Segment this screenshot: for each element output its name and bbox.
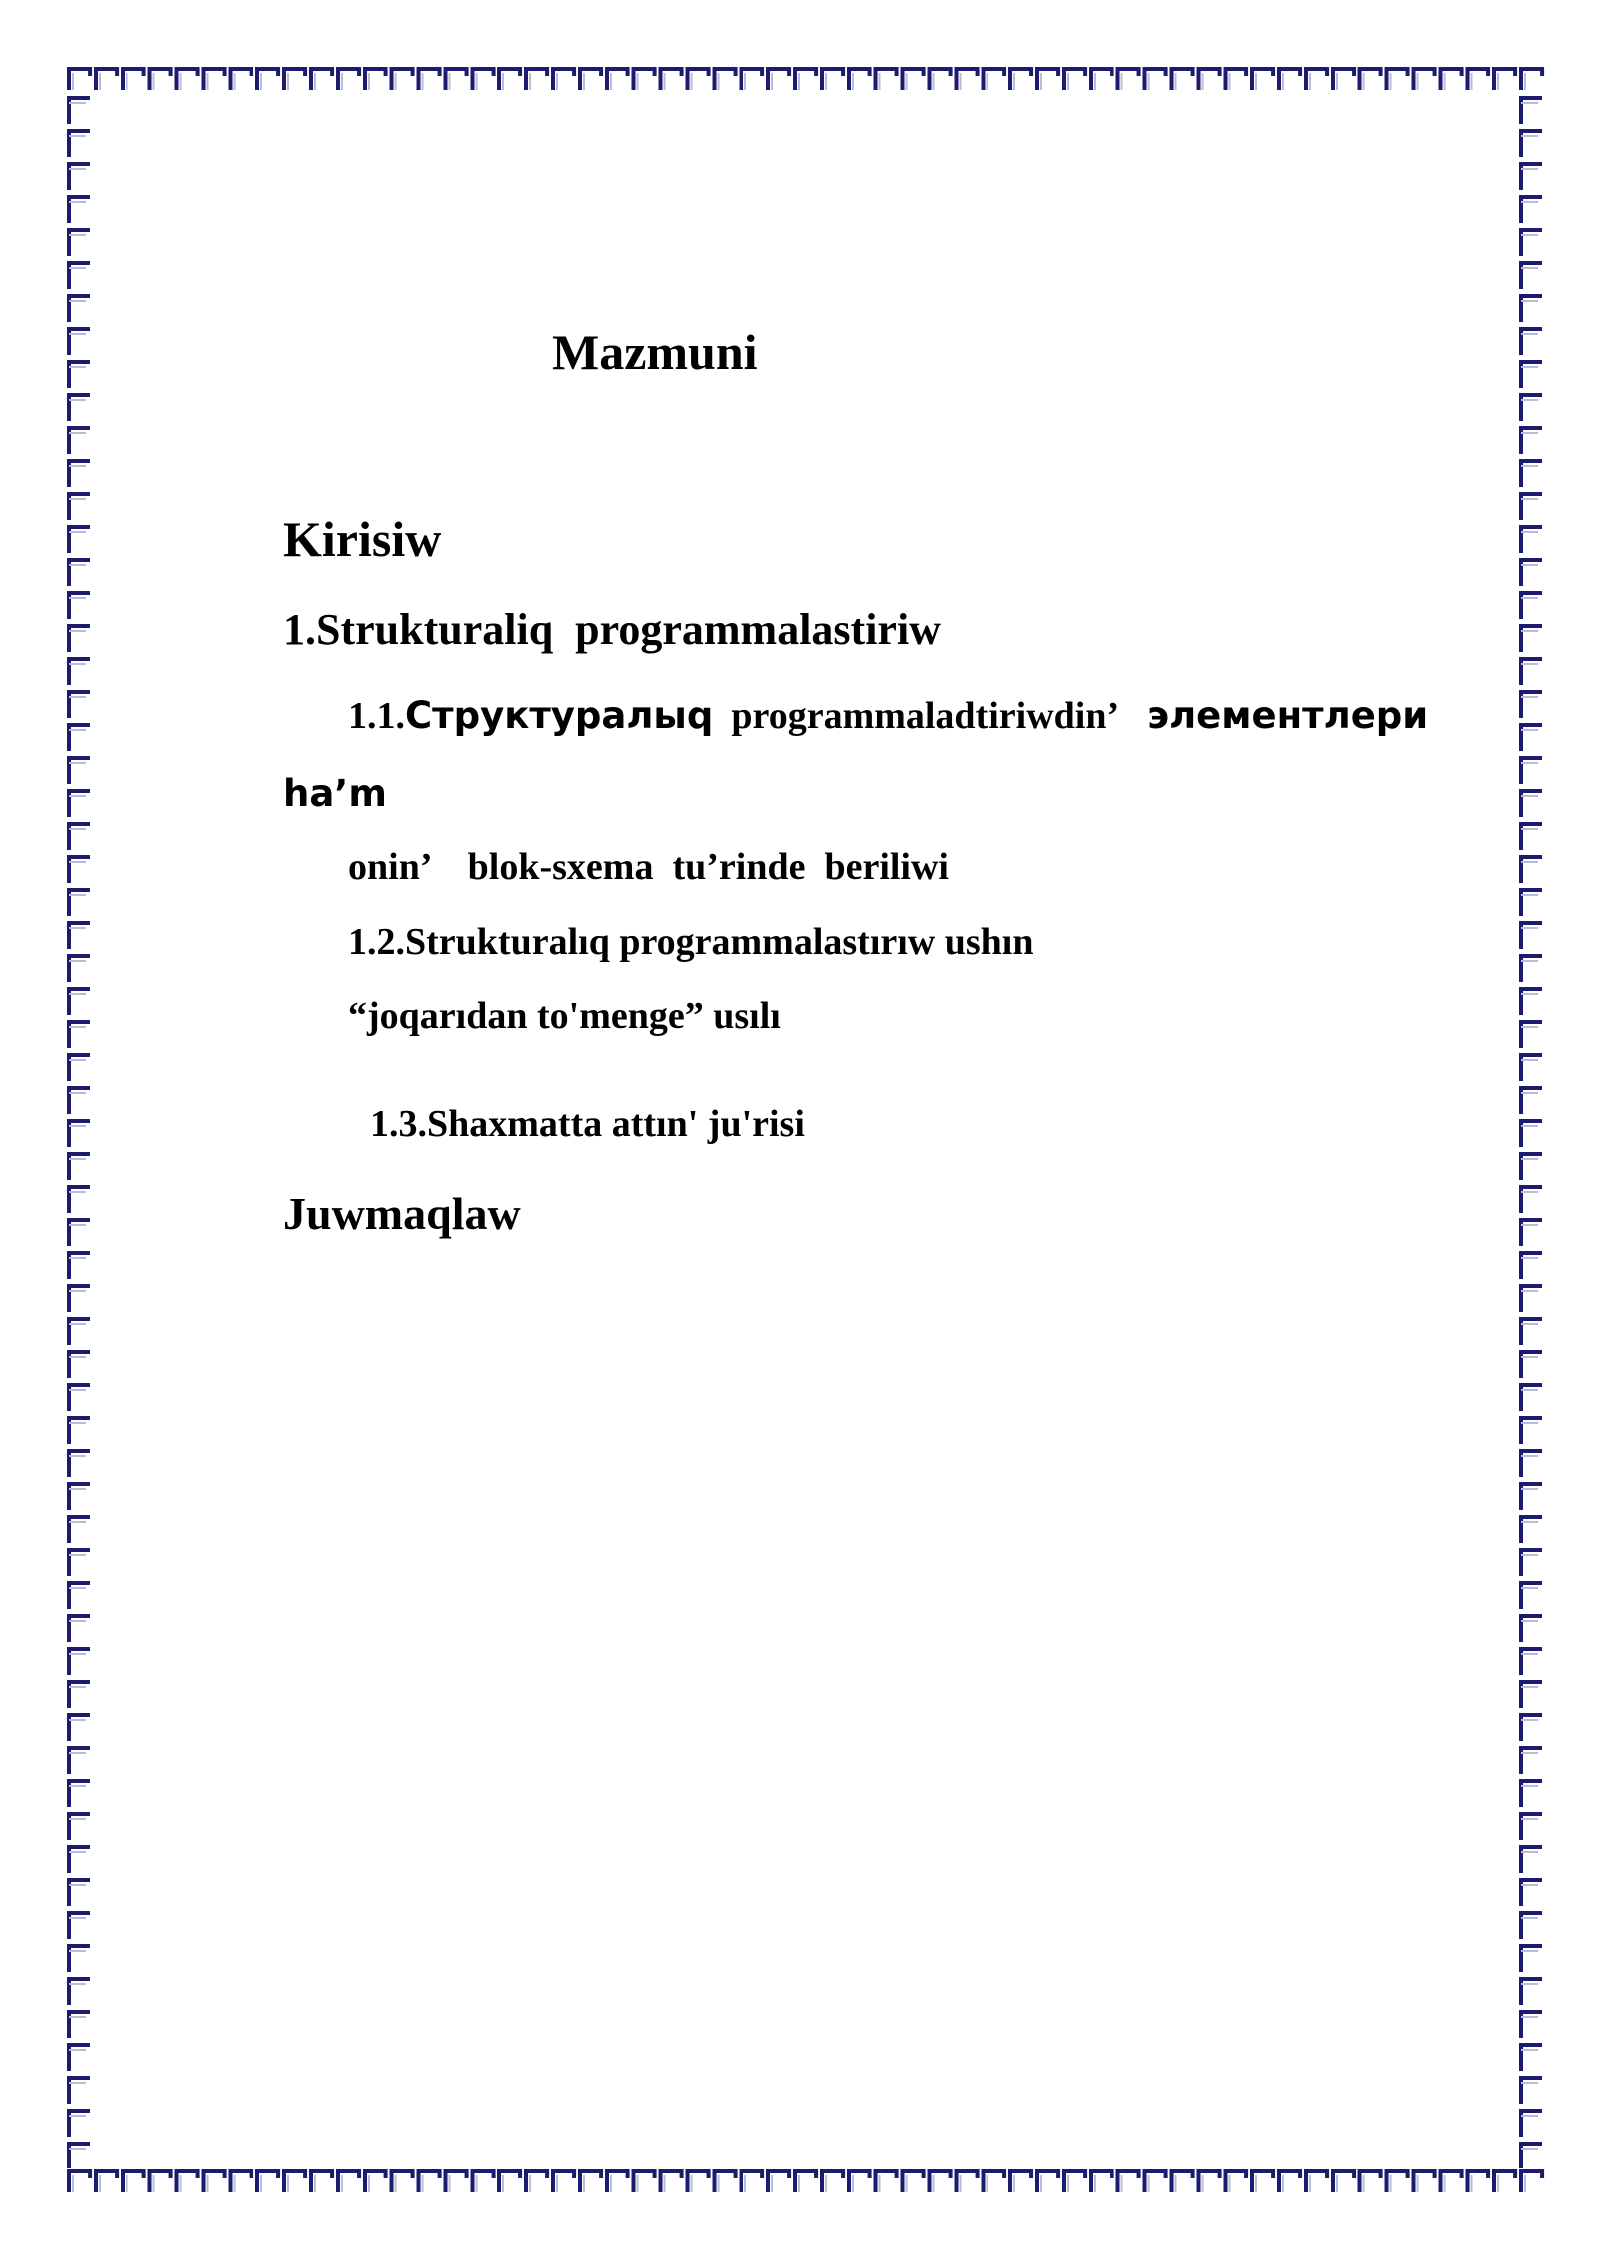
decorative-border-right [1518,94,1546,2168]
toc-entry-section-1-2: 1.2.Strukturalıq programmalastırıw ushın [348,921,1034,963]
page-title: Mazmuni [552,324,758,380]
toc-entry-chapter-1: 1.Strukturaliq programmalastiriw [283,605,941,654]
toc-entry-section-1-2-continuation: “joqarıdan to'menge” usılı [348,995,781,1037]
section-latin-part: programmaladtiriwdin’ [731,695,1120,737]
decorative-border-bottom [66,2168,1546,2196]
section-cyrillic-word: Структуралыq [405,694,714,737]
section-cyrillic-tail: элементлери [1147,694,1429,737]
decorative-border-top [66,66,1546,94]
toc-entry-section-1-3: 1.3.Shaxmatta attın' ju'risi [370,1103,805,1145]
toc-entry-section-1-1-continuation: onin’ blok-sxema tu’rinde beriliwi [348,846,949,888]
section-number: 1.1. [348,695,405,737]
decorative-border-left [66,94,94,2168]
toc-entry-section-1-1 [348,694,1429,737]
toc-entry-section-1-1-wrap: ha’m [283,772,387,815]
toc-entry-introduction: Kirisiw [283,511,442,567]
toc-entry-conclusion: Juwmaqlaw [283,1188,521,1239]
